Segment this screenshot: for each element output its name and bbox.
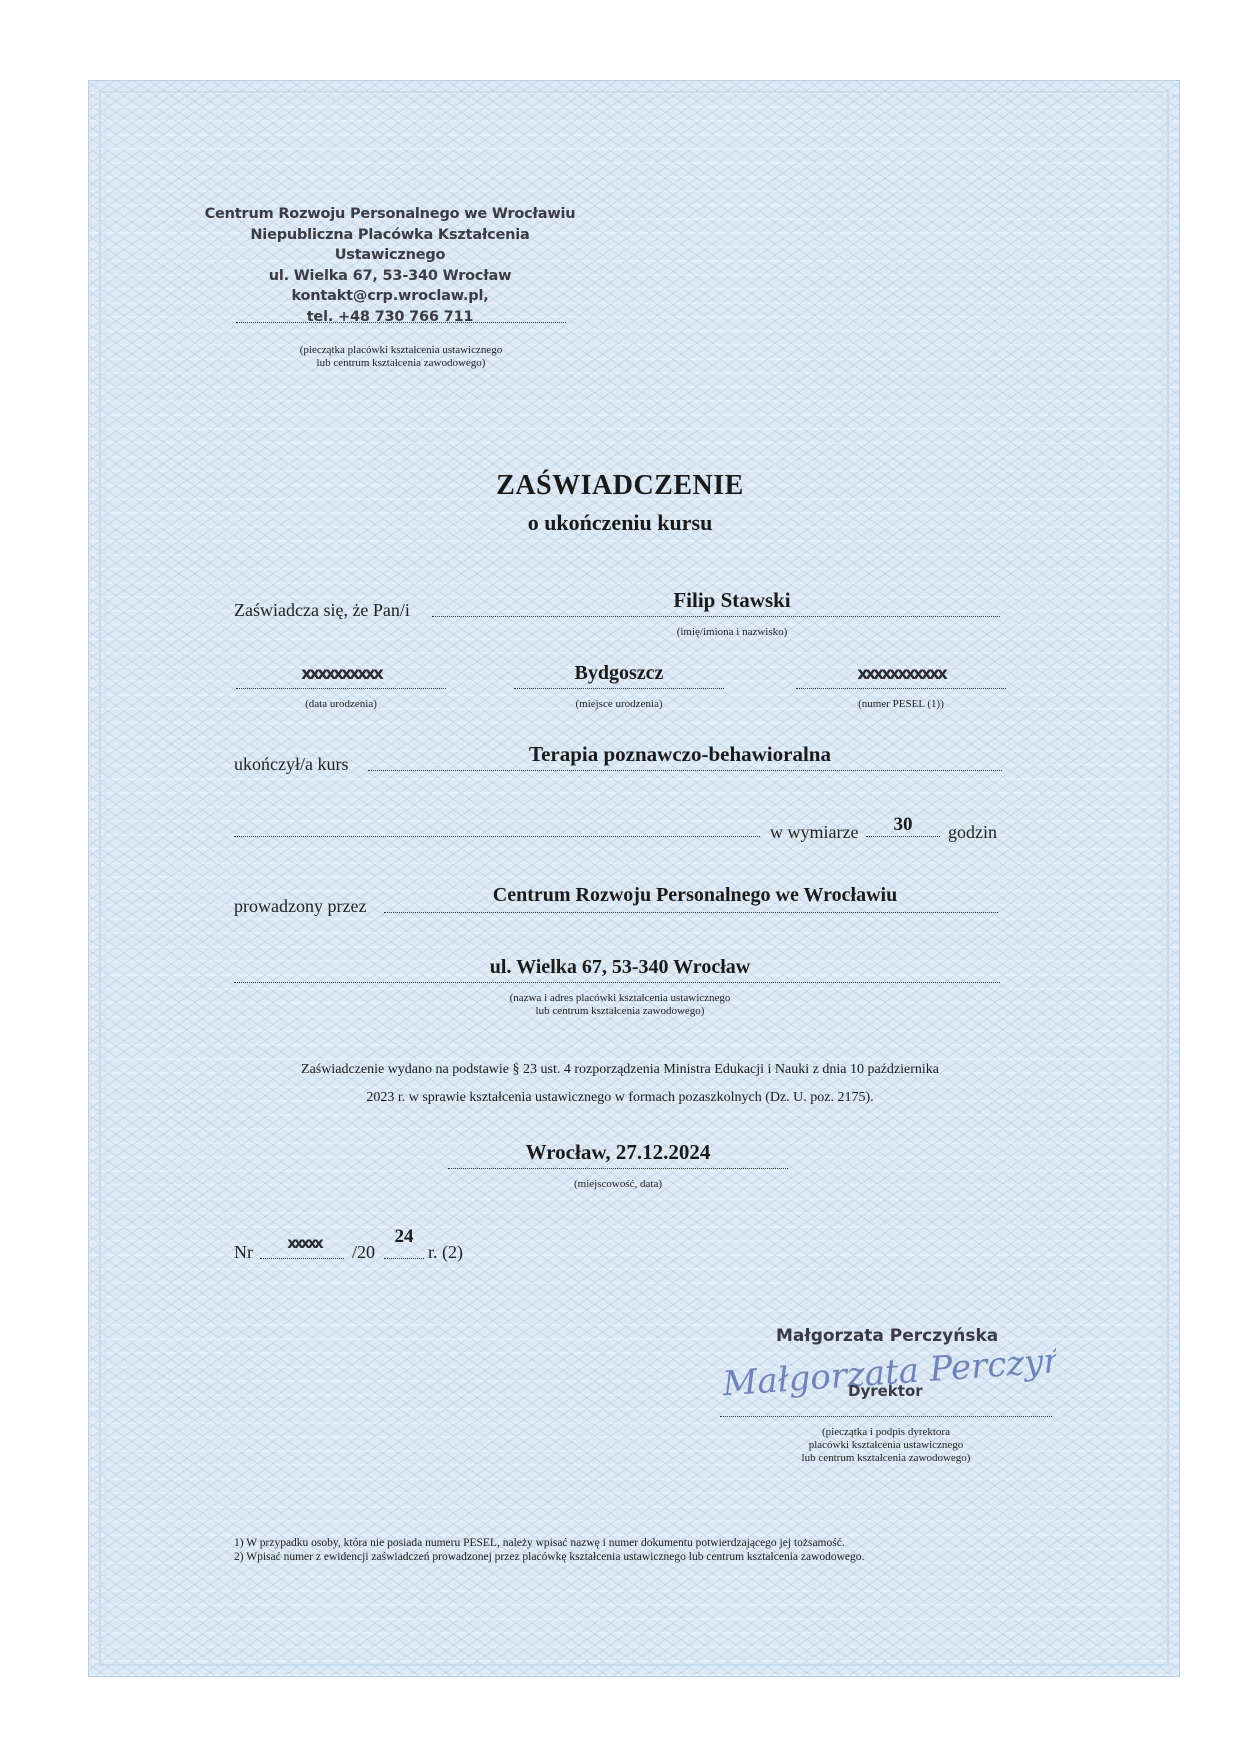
svg-text:Małgorzata Perczyńska: Małgorzata Perczyńska bbox=[721, 1340, 1056, 1400]
stamp-line-4: kontakt@crp.wroclaw.pl, bbox=[291, 288, 489, 304]
signature-caption-line-1: (pieczątka i podpis dyrektora bbox=[822, 1426, 950, 1438]
organizer-dotted-line bbox=[384, 912, 998, 913]
number-year: 24 bbox=[394, 1226, 414, 1247]
course-label: ukończył/a kurs bbox=[234, 754, 349, 774]
legal-basis-line-1: Zaświadczenie wydano na podstawie § 23 ust. 4 rozporządzenia Ministra Edukacji i Nauki z dnia 10 października bbox=[301, 1062, 939, 1077]
hours-unit: godzin bbox=[948, 822, 997, 842]
hours-dotted-line bbox=[866, 836, 940, 837]
legal-basis-line-2: 2023 r. w sprawie kształcenia ustawicznego w formach pozaszkolnych (Dz. U. poz. 2175). bbox=[366, 1090, 874, 1105]
number-redacted: xxxxx bbox=[287, 1234, 321, 1252]
organizer-name: Centrum Rozwoju Personalnego we Wrocławiu bbox=[492, 884, 898, 906]
person-label: Zaświadcza się, że Pan/i bbox=[234, 600, 410, 620]
footnote-2: 2) Wpisać numer z ewidencji zaświadczeń prowadzonej przez placówkę kształcenia ustawicznego lub centrum kształcenia zawodowego. bbox=[234, 1551, 865, 1563]
organizer-caption-line-1: (nazwa i adres placówki kształcenia ustawicznego bbox=[509, 992, 731, 1004]
institution-stamp bbox=[200, 204, 580, 327]
organizer-caption bbox=[420, 992, 820, 1018]
signature-dotted-line bbox=[720, 1416, 1052, 1417]
footnote-1: 1) W przypadku osoby, która nie posiada numeru PESEL, należy wpisać nazwę i numer dokumentu potwierdzającego jej tożsamość. bbox=[234, 1537, 845, 1549]
address-dotted-line bbox=[234, 982, 1000, 983]
signature-caption bbox=[736, 1426, 1036, 1465]
hours-value: 30 bbox=[893, 814, 913, 835]
birth-date-caption: (data urodzenia) bbox=[305, 698, 377, 710]
person-name: Filip Stawski bbox=[673, 588, 791, 612]
course-name: Terapia poznawczo-behawioralna bbox=[529, 742, 831, 766]
pesel-dotted-line bbox=[796, 688, 1006, 689]
number-dotted-line bbox=[260, 1258, 344, 1259]
document-subtitle: o ukończeniu kursu bbox=[527, 510, 713, 535]
organizer-address: ul. Wielka 67, 53-340 Wrocław bbox=[489, 956, 751, 978]
stamp-line-2: Niepubliczna Placówka Kształcenia Ustawicznego bbox=[250, 226, 530, 263]
hours-label: w wymiarze bbox=[770, 822, 859, 842]
stamp-dotted-line bbox=[236, 322, 566, 323]
stamp-line-5: tel. +48 730 766 711 bbox=[306, 308, 474, 325]
place-date-value: Wrocław, 27.12.2024 bbox=[525, 1140, 711, 1164]
birth-date-redacted: xxxxxxxxxx bbox=[301, 664, 381, 684]
stamp-line-1: Centrum Rozwoju Personalnego we Wrocławiu bbox=[204, 206, 576, 222]
stamp-caption bbox=[236, 344, 566, 370]
person-caption: (imię/imiona i nazwisko) bbox=[676, 626, 788, 638]
number-middle: /20 bbox=[352, 1242, 376, 1262]
place-date-caption: (miejscowość, data) bbox=[574, 1178, 662, 1190]
number-suffix: r. (2) bbox=[428, 1242, 463, 1262]
person-dotted-line bbox=[432, 616, 1000, 617]
stamp-caption-line-1: (pieczątka placówki kształcenia ustawicznego bbox=[299, 344, 503, 356]
footnotes bbox=[234, 1536, 1054, 1564]
stamp-caption-line-2: lub centrum kształcenia zawodowego) bbox=[316, 357, 486, 369]
pesel-caption: (numer PESEL (1)) bbox=[858, 698, 944, 710]
birth-place-caption: (miejsce urodzenia) bbox=[575, 698, 663, 710]
signature-caption-line-2: placówki kształcenia ustawicznego bbox=[808, 1439, 964, 1451]
year-dotted-line bbox=[384, 1258, 424, 1259]
place-date-dotted-line bbox=[448, 1168, 788, 1169]
organizer-caption-line-2: lub centrum kształcenia zawodowego) bbox=[535, 1005, 705, 1017]
birth-place-value: Bydgoszcz bbox=[574, 662, 664, 684]
hours-leading-dotted-line bbox=[234, 836, 760, 837]
stamp-line-3: ul. Wielka 67, 53-340 Wrocław bbox=[268, 267, 512, 284]
birth-date-dotted-line bbox=[236, 688, 446, 689]
document-title: ZAŚWIADCZENIE bbox=[496, 470, 744, 501]
director-stamp-role: Dyrektor bbox=[848, 1382, 923, 1400]
birth-place-dotted-line bbox=[514, 688, 724, 689]
pesel-redacted: xxxxxxxxxxx bbox=[857, 664, 945, 684]
signature-caption-line-3: lub centrum kształcenia zawodowego) bbox=[801, 1452, 971, 1464]
director-stamp-name: Małgorzata Perczyńska bbox=[776, 1326, 999, 1346]
organizer-label: prowadzony przez bbox=[234, 896, 367, 916]
number-prefix: Nr bbox=[234, 1242, 253, 1262]
course-dotted-line bbox=[368, 770, 1002, 771]
legal-basis bbox=[200, 1056, 1040, 1112]
